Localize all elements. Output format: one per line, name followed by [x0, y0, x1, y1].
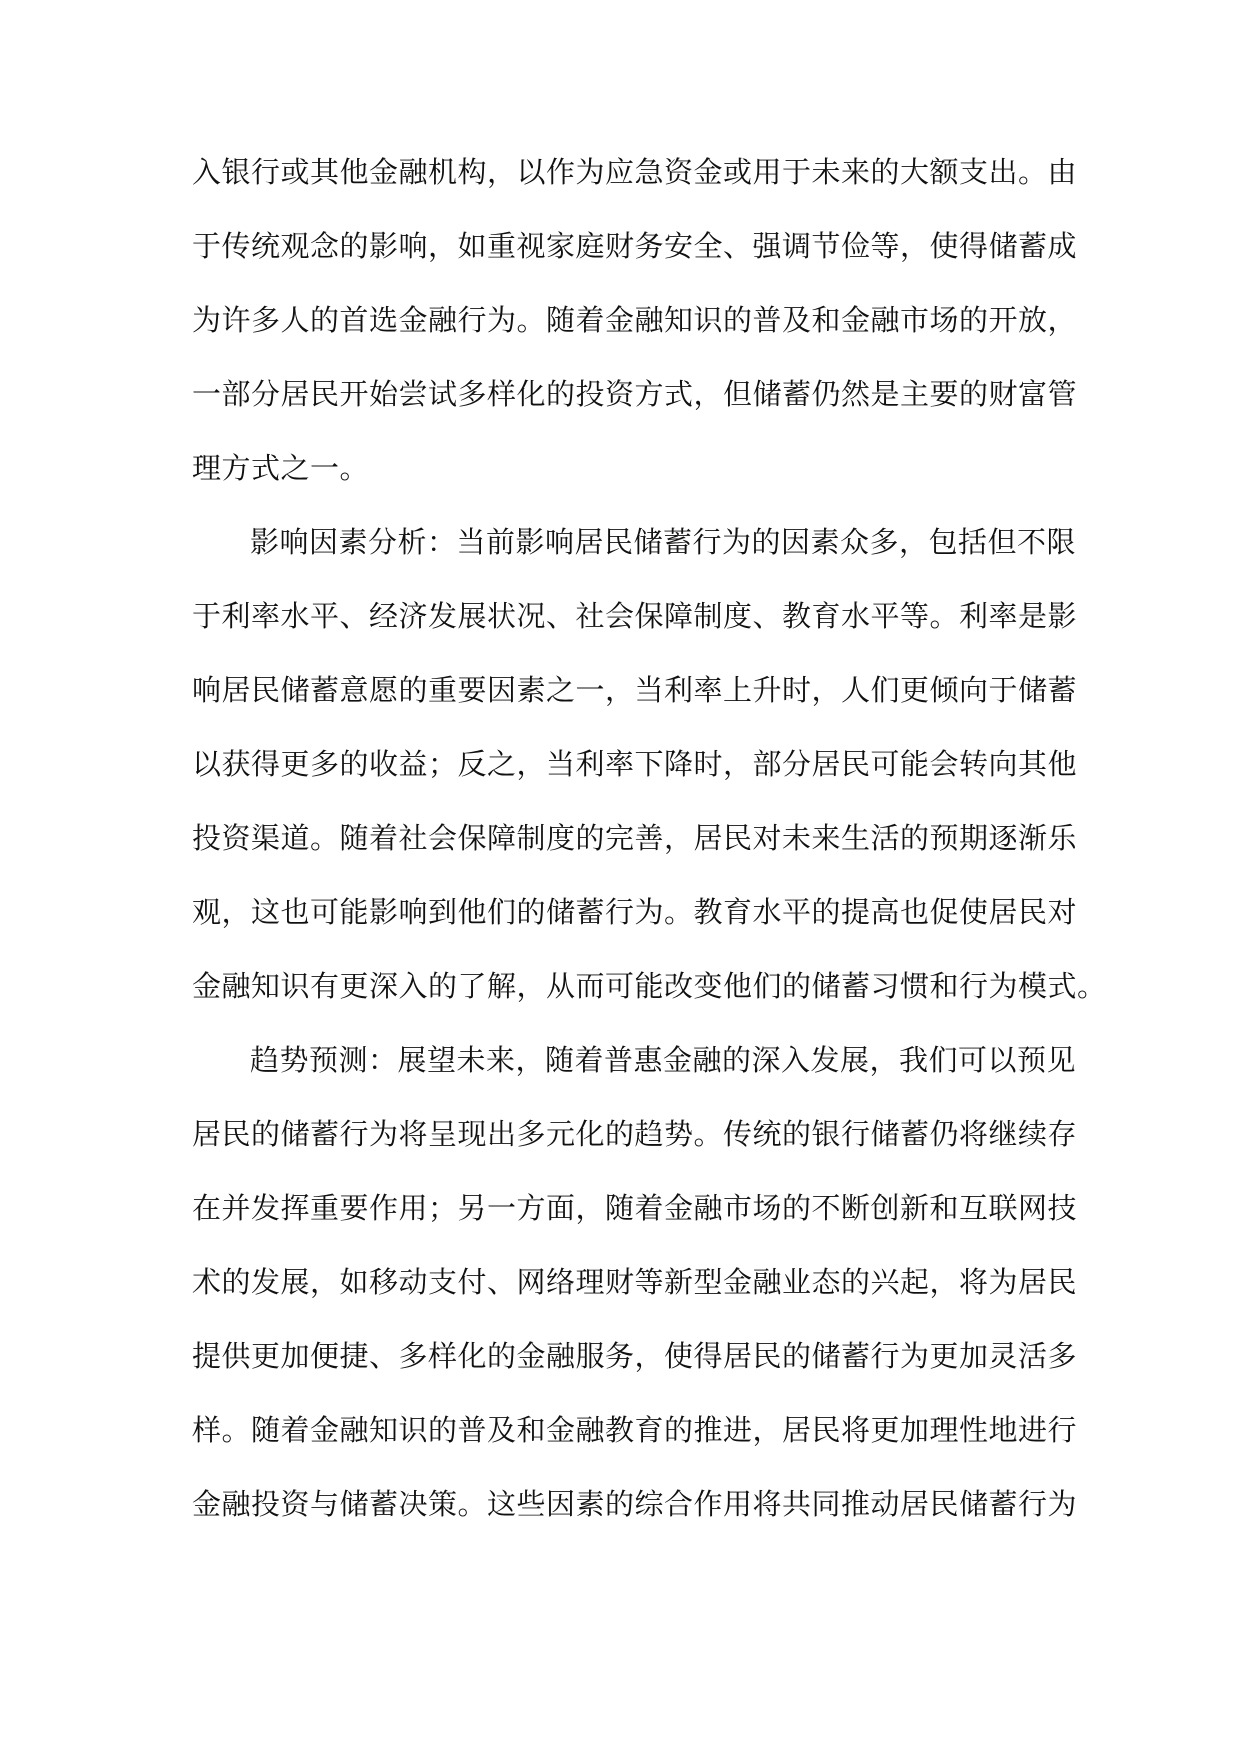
text-line: 样。随着金融知识的普及和金融教育的推进，居民将更加理性地进行 — [192, 1413, 1078, 1447]
text-line: 响居民储蓄意愿的重要因素之一，当利率上升时，人们更倾向于储蓄 — [192, 673, 1078, 707]
paragraph-influencing-factors — [192, 516, 1107, 1034]
text-line: 影响因素分析：当前影响居民储蓄行为的因素众多，包括但不限 — [250, 525, 1077, 559]
text-line: 居民的储蓄行为将呈现出多元化的趋势。传统的银行储蓄仍将继续存 — [192, 1117, 1078, 1151]
paragraph-trend-forecast — [192, 1034, 1078, 1552]
text-line: 以获得更多的收益；反之，当利率下降时，部分居民可能会转向其他 — [192, 747, 1078, 781]
text-line: 金融知识有更深入的了解，从而可能改变他们的储蓄习惯和行为模式。 — [192, 969, 1107, 1003]
document-page — [192, 146, 1107, 1552]
text-line: 提供更加便捷、多样化的金融服务，使得居民的储蓄行为更加灵活多 — [192, 1339, 1078, 1373]
text-line: 理方式之一。 — [192, 451, 370, 485]
text-line: 于传统观念的影响，如重视家庭财务安全、强调节俭等，使得储蓄成 — [192, 229, 1078, 263]
text-line: 入银行或其他金融机构，以作为应急资金或用于未来的大额支出。由 — [192, 155, 1078, 189]
paragraph-savings-background — [192, 146, 1078, 516]
text-line: 为许多人的首选金融行为。随着金融知识的普及和金融市场的开放， — [192, 303, 1078, 337]
text-line: 金融投资与储蓄决策。这些因素的综合作用将共同推动居民储蓄行为 — [192, 1487, 1078, 1521]
text-line: 一部分居民开始尝试多样化的投资方式，但储蓄仍然是主要的财富管 — [192, 377, 1078, 411]
text-line: 于利率水平、经济发展状况、社会保障制度、教育水平等。利率是影 — [192, 599, 1078, 633]
text-line: 观，这也可能影响到他们的储蓄行为。教育水平的提高也促使居民对 — [192, 895, 1078, 929]
text-line: 术的发展，如移动支付、网络理财等新型金融业态的兴起，将为居民 — [192, 1265, 1078, 1299]
text-line: 趋势预测：展望未来，随着普惠金融的深入发展，我们可以预见 — [250, 1043, 1077, 1077]
text-line: 投资渠道。随着社会保障制度的完善，居民对未来生活的预期逐渐乐 — [192, 821, 1078, 855]
text-line: 在并发挥重要作用；另一方面，随着金融市场的不断创新和互联网技 — [192, 1191, 1078, 1225]
